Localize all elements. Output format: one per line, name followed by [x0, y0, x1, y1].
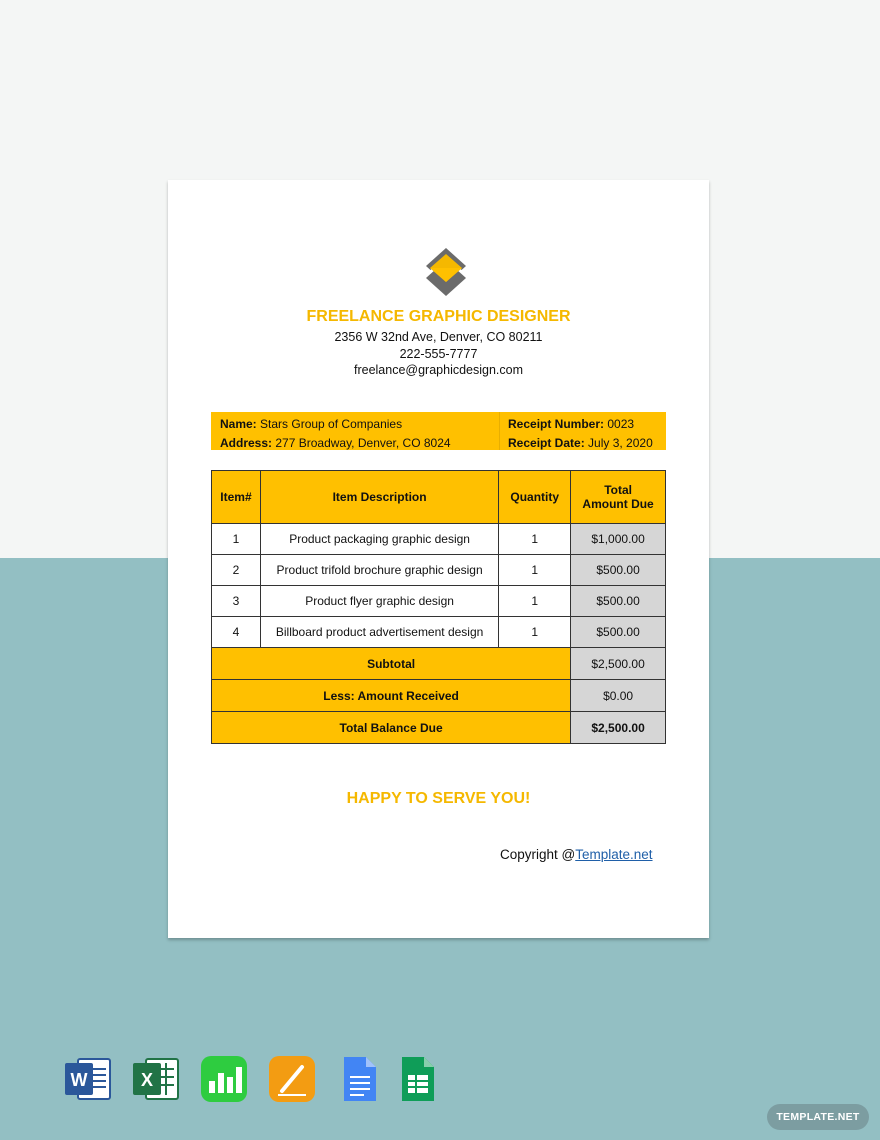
receipt-date-label: Receipt Date: [508, 436, 585, 450]
table-row [212, 524, 666, 555]
items-table [211, 470, 666, 744]
customer-info-band [211, 412, 666, 450]
item-description: Product trifold brochure graphic design [260, 555, 498, 586]
header-quantity: Quantity [499, 471, 571, 524]
pages-icon[interactable] [268, 1055, 316, 1103]
item-amount: $500.00 [571, 586, 666, 617]
item-quantity: 1 [499, 617, 571, 648]
item-no: 3 [212, 586, 261, 617]
subtotal-label: Subtotal [212, 648, 571, 680]
item-amount: $1,000.00 [571, 524, 666, 555]
customer-address-row [220, 436, 451, 450]
copyright-prefix: Copyright @ [500, 847, 576, 862]
received-label: Less: Amount Received [212, 680, 571, 712]
receipt-number-label: Receipt Number: [508, 417, 605, 431]
word-icon[interactable] [64, 1055, 112, 1103]
item-quantity: 1 [499, 524, 571, 555]
receipt-date-row [508, 436, 653, 450]
svg-text:X: X [140, 1070, 154, 1090]
table-header-row [212, 471, 666, 524]
template-net-link[interactable]: Template.net [575, 847, 653, 862]
item-amount: $500.00 [571, 617, 666, 648]
company-address: 2356 W 32nd Ave, Denver, CO 80211 [334, 330, 543, 344]
company-phone: 222-555-7777 [399, 347, 478, 361]
received-row [212, 680, 666, 712]
header-amount-line2: Amount Due [582, 497, 654, 511]
header-amount-due [571, 471, 666, 524]
receipt-date: July 3, 2020 [588, 436, 653, 450]
table-row [212, 555, 666, 586]
item-quantity: 1 [499, 555, 571, 586]
svg-text:W: W [70, 1070, 88, 1090]
item-description: Billboard product advertisement design [260, 617, 498, 648]
copyright [500, 847, 653, 862]
item-quantity: 1 [499, 586, 571, 617]
customer-name: Stars Group of Companies [260, 417, 403, 431]
info-divider [499, 412, 500, 450]
balance-value: $2,500.00 [571, 712, 666, 744]
subtotal-value: $2,500.00 [571, 648, 666, 680]
table-row [212, 617, 666, 648]
item-description: Product packaging graphic design [260, 524, 498, 555]
header-description: Item Description [260, 471, 498, 524]
diamond-logo-icon [423, 246, 469, 298]
header-item-no: Item# [212, 471, 261, 524]
receipt-number: 0023 [607, 417, 635, 431]
balance-row [212, 712, 666, 744]
received-value: $0.00 [571, 680, 666, 712]
item-amount: $500.00 [571, 555, 666, 586]
customer-name-label: Name: [220, 417, 257, 431]
excel-icon[interactable] [132, 1055, 180, 1103]
receipt-document [168, 180, 709, 938]
item-no: 2 [212, 555, 261, 586]
customer-name-row [220, 417, 402, 431]
table-row [212, 586, 666, 617]
google-docs-icon[interactable] [336, 1055, 384, 1103]
subtotal-row [212, 648, 666, 680]
company-email: freelance@graphicdesign.com [353, 363, 524, 377]
numbers-icon[interactable] [200, 1055, 248, 1103]
template-net-badge[interactable]: TEMPLATE.NET [767, 1104, 869, 1130]
google-sheets-icon[interactable] [394, 1055, 442, 1103]
item-no: 4 [212, 617, 261, 648]
receipt-number-row [508, 417, 634, 431]
company-name: FREELANCE GRAPHIC DESIGNER [306, 308, 571, 325]
customer-address-label: Address: [220, 436, 273, 450]
thank-you-message: HAPPY TO SERVE YOU! [346, 790, 531, 807]
item-no: 1 [212, 524, 261, 555]
header-amount-line1: Total [604, 483, 632, 497]
item-description: Product flyer graphic design [260, 586, 498, 617]
customer-address: 277 Broadway, Denver, CO 8024 [275, 436, 451, 450]
balance-label: Total Balance Due [212, 712, 571, 744]
